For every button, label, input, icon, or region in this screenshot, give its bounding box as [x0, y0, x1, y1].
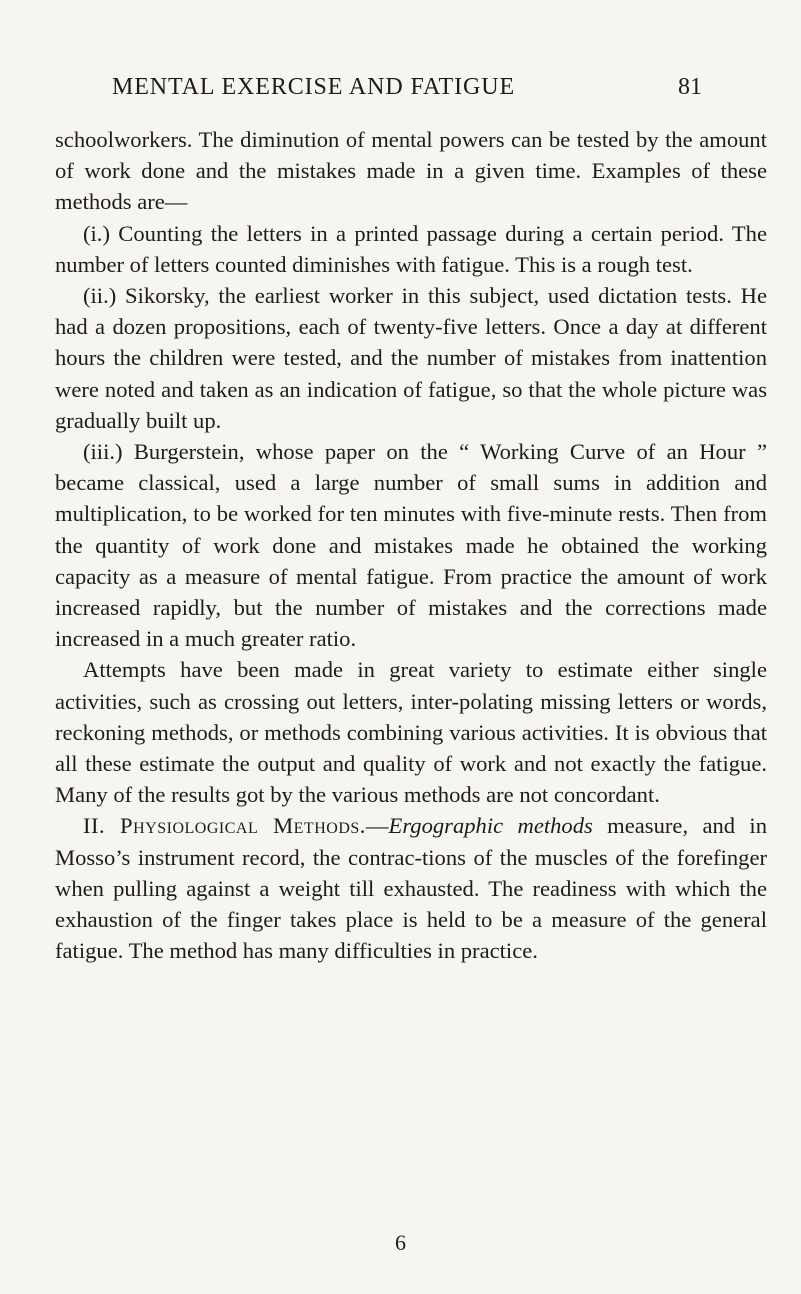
paragraph-physiological-text: measure, and in Mosso’s instrument record, the contrac-tions of the muscles of the forefinger when pulling against a weight till exhausted. The readiness with which the exhaustion of the finger takes place is held to be a measure of the general fatigue. The method has many difficulties in practice. — [55, 813, 767, 964]
paragraph-method-iii: (iii.) Burgerstein, whose paper on the “ Working Curve of an Hour ” became classical, used a large number of small sums in addition and multiplication, to be worked for ten minutes with five-minute rests. Then from the quantity of work done and mistakes made he obtained the working capacity as a measure of mental fatigue. From practice the amount of work increased rapidly, but the number of mistakes and the corrections made increased in a much greater ratio. — [55, 439, 767, 652]
section-heading-physiological-methods: II. Physiological Methods. — [83, 813, 366, 839]
running-title: MENTAL EXERCISE AND FATIGUE — [112, 74, 516, 100]
paragraph-physiological-methods — [55, 810, 767, 966]
signature-mark: 6 — [395, 1230, 406, 1255]
paragraph-method-i: (i.) Counting the letters in a printed passage during a certain period. The number of letters counted diminishes with fatigue. This is a rough test. — [55, 220, 767, 277]
body-text — [55, 124, 767, 966]
running-head — [112, 74, 702, 114]
paragraph-attempts: Attempts have been made in great variety to estimate either single activities, such as crossing out letters, inter-polating missing letters or words, reckoning methods, or methods combining various activities. It is obvious that all these estimate the output and quality of work and not exactly the fatigue. Many of the results got by the various methods are not concordant. — [55, 657, 767, 808]
paragraph-continuation: schoolworkers. The diminution of mental powers can be tested by the amount of work done and the mistakes made in a given time. Examples of these methods are— — [55, 127, 767, 215]
paragraph-method-ii: (ii.) Sikorsky, the earliest worker in this subject, used dictation tests. He had a dozen propositions, each of twenty-five letters. Once a day at different hours the children were tested, and the number of mistakes from inattention were noted and taken as an indication of fatigue, so that the whole picture was gradually built up. — [55, 283, 767, 433]
em-dash: — — [365, 813, 389, 839]
page-number: 81 — [678, 74, 702, 100]
ergographic-methods-term: Ergographic methods — [388, 813, 593, 839]
